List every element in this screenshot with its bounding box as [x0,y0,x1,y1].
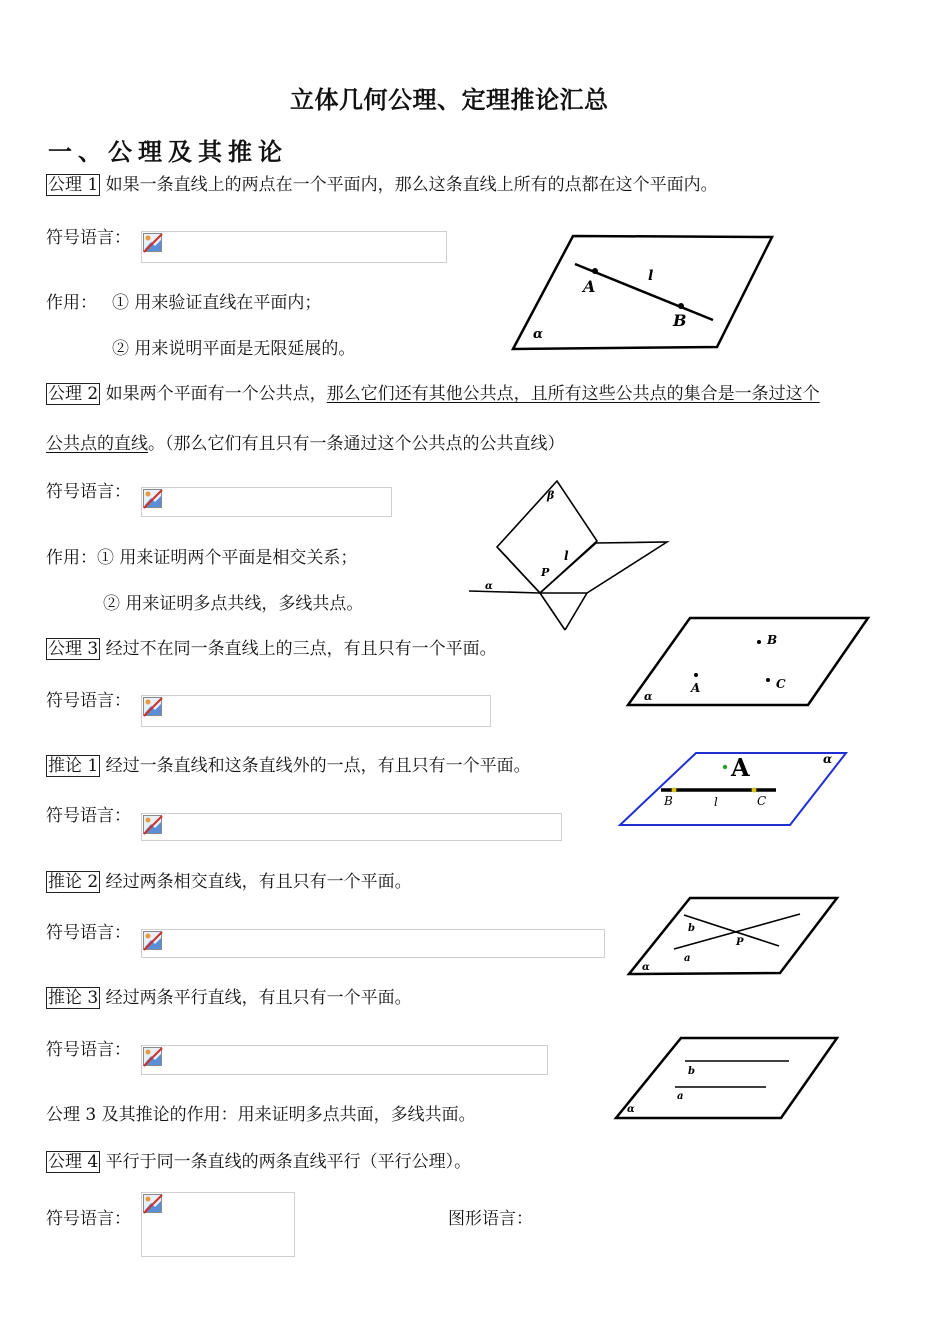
label-l: l [714,795,718,809]
label-p: P [541,566,550,579]
corollary-1-symbol-image [141,813,562,841]
axiom-4-statement [46,1154,471,1171]
corollary-3-text: 经过两条平行直线，有且只有一个平面。 [105,988,412,1008]
broken-image-icon [142,232,164,254]
corollary-1-statement [46,758,531,775]
axiom-1-use-label: 作用： [46,293,97,313]
label-a: A [731,753,750,782]
corollary-2-label: 推论 2 [48,872,99,892]
axiom-4-graphic-label: 图形语言： [448,1209,533,1229]
corollary-1-figure [616,748,851,830]
point-a [723,765,727,769]
axiom-3-label: 公理 3 [48,639,99,659]
axiom-2-use-1: 作用：① 用来证明两个平面是相交关系； [46,548,358,568]
label-l: l [648,268,654,284]
axiom-4-symbol-label: 符号语言： [46,1209,131,1229]
corollary-3-label: 推论 3 [48,988,99,1008]
axiom-2-symbol-image [141,487,392,517]
corollary-3-statement [46,990,412,1007]
section-heading: 一、公理及其推论 [48,138,288,166]
plane-alpha [616,1038,837,1118]
label-alpha: α [627,1104,635,1115]
axiom-2-figure [465,475,675,635]
axiom-2-text-tail: 。（那么它们有且只有一条通过这个公共点的公共直线） [148,434,565,454]
broken-image-icon [142,814,164,836]
axiom-4-label: 公理 4 [48,1152,99,1172]
label-b: B [664,794,673,808]
axiom-4-text: 平行于同一条直线的两条直线平行（平行公理）。 [105,1152,472,1172]
broken-image-icon [142,488,164,510]
label-a: a [684,953,691,964]
label-p: P [736,937,744,948]
axiom-2-symbol-label: 符号语言： [46,482,131,502]
axiom-1-statement [46,177,718,194]
corollary-2-text: 经过两条相交直线，有且只有一个平面。 [105,872,412,892]
plane-alpha [628,618,868,705]
point-b [678,303,684,309]
point-b [757,640,761,644]
label-c: C [757,794,767,808]
label-beta: β [547,489,555,502]
broken-image-icon [142,930,164,952]
corollary-1-label: 推论 1 [48,756,99,776]
broken-image-icon [142,1193,164,1215]
corollary-3-symbol-image [141,1045,548,1075]
page-title: 立体几何公理、定理推论汇总 [290,86,609,114]
label-b: B [767,633,778,647]
line-b [684,915,779,946]
label-b: B [673,311,687,330]
axiom-2-text-underlined-1: 那么它们还有其他公共点，且所有这些公共点的集合是一条过这个 [326,384,820,404]
axiom-1-symbol-label: 符号语言： [46,228,131,248]
plane-beta-lower-edge-2 [565,593,587,630]
axiom-3-text: 经过不在同一条直线上的三点，有且只有一个平面。 [105,639,497,659]
label-b: b [688,1066,695,1077]
axiom-3-symbol-label: 符号语言： [46,691,131,711]
axiom-2-text-underlined-2: 公共点的直线 [46,434,148,454]
axiom-1-label: 公理 1 [48,175,99,195]
label-c: C [776,677,786,691]
broken-image-icon [142,696,164,718]
point-c [752,788,757,793]
label-a: a [677,1091,684,1102]
intersection-line-l [499,549,540,593]
label-a: A [691,681,701,695]
corollary-2-symbol-label: 符号语言： [46,923,131,943]
axiom-3-symbol-image [141,695,491,727]
axiom-2-statement-line-1 [46,386,820,403]
axiom-2-use-2: ② 用来证明多点共线，多线共点。 [103,594,364,614]
axiom-2-statement-line-2 [46,436,565,453]
axiom-1-symbol-image [141,231,447,263]
corollary-3-figure [611,1033,843,1123]
broken-image-icon [142,1046,164,1068]
point-c [766,678,770,682]
point-b [672,788,677,793]
axiom-3-figure [622,612,874,712]
label-b: b [688,923,695,934]
plane-alpha [629,898,837,974]
corollary-2-symbol-image [141,929,605,958]
corollary-2-statement [46,874,412,891]
point-a [694,673,698,677]
point-a [592,268,598,274]
axiom-2-text-plain: 如果两个平面有一个公共点， [105,384,327,404]
axiom-3-statement [46,641,497,658]
label-a: A [583,277,596,296]
axiom-4-symbol-image [141,1192,295,1257]
axiom-1-use-2: ② 用来说明平面是无限延展的。 [112,339,356,359]
corollary-1-symbol-label: 符号语言： [46,806,131,826]
axiom-3-use-note: 公理 3 及其推论的作用：用来证明多点共面，多线共面。 [46,1105,476,1125]
plane-beta-lower-edge [540,593,565,630]
corollary-3-symbol-label: 符号语言： [46,1040,131,1060]
label-alpha: α [485,581,493,592]
corollary-2-figure [624,893,844,979]
label-alpha: α [533,327,544,342]
axiom-1-use-1: ① 用来验证直线在平面内； [112,293,322,313]
axiom-2-label: 公理 2 [48,384,99,404]
label-alpha: α [644,690,653,703]
label-l: l [564,549,569,563]
label-alpha: α [823,752,833,766]
corollary-1-text: 经过一条直线和这条直线外的一点，有且只有一个平面。 [105,756,531,776]
axiom-1-figure [505,230,780,355]
label-alpha: α [642,962,650,973]
axiom-1-text: 如果一条直线上的两点在一个平面内，那么这条直线上所有的点都在这个平面内。 [105,175,718,195]
